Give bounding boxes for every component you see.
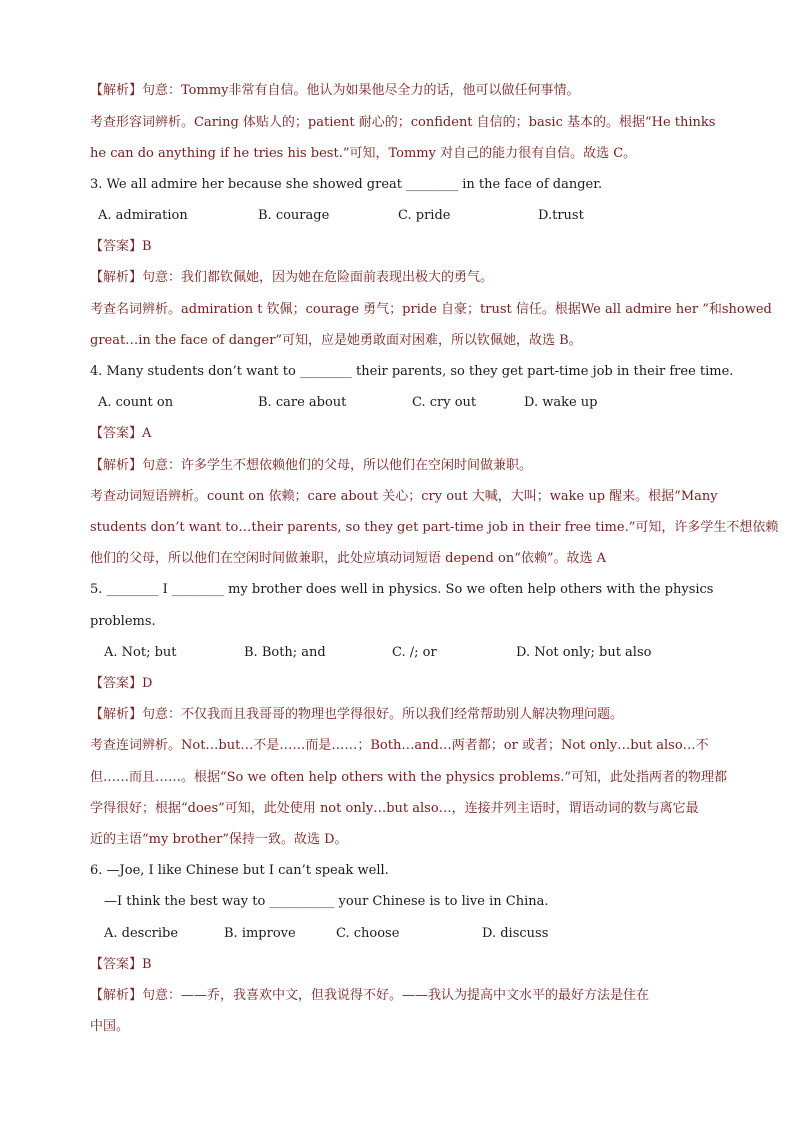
q5-option-a: A. Not; but xyxy=(104,645,177,660)
q3-option-b: B. courage xyxy=(258,208,330,223)
q6-analysis-line2: 中国。 xyxy=(90,1019,130,1034)
q2-analysis-line1: 【解析】句意：Tommy非常有自信。他认为如果他尽全力的话，他可以做任何事情。 xyxy=(90,83,580,98)
q5-answer: 【答案】D xyxy=(90,676,153,691)
q4-option-b: B. care about xyxy=(258,395,347,410)
q3-options xyxy=(0,206,794,226)
q3-option-c: C. pride xyxy=(398,208,451,223)
q3-analysis-line2: 考查名词辨析。admiration t 钦佩；courage 勇气；pride 自豪；trust 信任。根据We all admire her ”和showed xyxy=(90,302,772,317)
q4-analysis-line2: 考查动词短语辨析。count on 依赖；care about 关心；cry out 大喊，大叫；wake up 醒来。根据“Many xyxy=(90,489,718,504)
q5-analysis-line3: 但……而且……。根据“So we often help others with the physics problems.”可知，此处指两者的物理都 xyxy=(90,770,728,785)
q5-option-d: D. Not only; but also xyxy=(516,645,652,660)
q5-analysis-line4: 学得很好；根据“does”可知，此处使用 not only…but also…，连接并列主语时，谓语动词的数与离它最 xyxy=(90,801,699,816)
q3-analysis-line1: 【解析】句意：我们都钦佩她，因为她在危险面前表现出极大的勇气。 xyxy=(90,270,494,285)
q5-option-b: B. Both; and xyxy=(244,645,326,660)
q5-analysis-line2: 考查连词辨析。Not…but…不是……而是……；Both…and…两者都；or 或者；Not only…but also…不 xyxy=(90,738,709,753)
q3-answer: 【答案】B xyxy=(90,239,152,254)
q4-answer: 【答案】A xyxy=(90,426,152,441)
q6-option-a: A. describe xyxy=(104,926,179,941)
q6-option-c: C. choose xyxy=(336,926,400,941)
q4-analysis-line3: students don’t want to…their parents, so they get part-time job in their free time.”可知，许多学生不想依赖 xyxy=(90,520,779,535)
q5-options xyxy=(0,643,794,663)
q6-option-d: D. discuss xyxy=(482,926,549,941)
q2-analysis-line2: 考查形容词辨析。Caring 体贴人的；patient 耐心的；confident 自信的；basic 基本的。根据“He thinks xyxy=(90,115,716,130)
q6-stem-line2: —I think the best way to __________ your Chinese is to live in China. xyxy=(104,894,549,909)
q6-answer: 【答案】B xyxy=(90,957,152,972)
q6-options xyxy=(0,924,794,944)
q3-option-d: D.trust xyxy=(538,208,584,223)
q5-option-c: C. /; or xyxy=(392,645,437,660)
q3-option-a: A. admiration xyxy=(98,208,188,223)
q6-analysis-line1: 【解析】句意：——乔，我喜欢中文，但我说得不好。——我认为提高中文水平的最好方法是住在 xyxy=(90,988,650,1003)
q4-analysis-line1: 【解析】句意：许多学生不想依赖他们的父母，所以他们在空闲时间做兼职。 xyxy=(90,458,533,473)
q5-analysis-line1: 【解析】句意：不仅我而且我哥哥的物理也学得很好。所以我们经常帮助别人解决物理问题。 xyxy=(90,707,624,722)
q4-analysis-line4: 他们的父母，所以他们在空闲时间做兼职，此处应填动词短语 depend on“依赖”。故选 A xyxy=(90,551,607,566)
q2-analysis-line3: he can do anything if he tries his best.”可知，Tommy 对自己的能力很有自信。故选 C。 xyxy=(90,146,637,161)
q4-options xyxy=(0,393,794,413)
q5-stem-line1: 5. ________ I ________ my brother does well in physics. So we often help others with the physics xyxy=(90,582,714,597)
q5-analysis-line5: 近的主语“my brother”保持一致。故选 D。 xyxy=(90,832,348,847)
q6-option-b: B. improve xyxy=(224,926,296,941)
q6-stem-line1: 6. —Joe, I like Chinese but I can’t speak well. xyxy=(90,863,389,878)
q4-option-d: D. wake up xyxy=(524,395,598,410)
q4-option-c: C. cry out xyxy=(412,395,477,410)
q3-stem: 3. We all admire her because she showed great ________ in the face of danger. xyxy=(90,177,603,192)
q4-stem: 4. Many students don’t want to ________ their parents, so they get part-time job in their free time. xyxy=(90,364,734,379)
q3-analysis-line3: great…in the face of danger”可知，应是她勇敢面对困难，所以钦佩她，故选 B。 xyxy=(90,333,582,348)
q4-option-a: A. count on xyxy=(98,395,174,410)
q5-stem-line2: problems. xyxy=(90,614,156,629)
